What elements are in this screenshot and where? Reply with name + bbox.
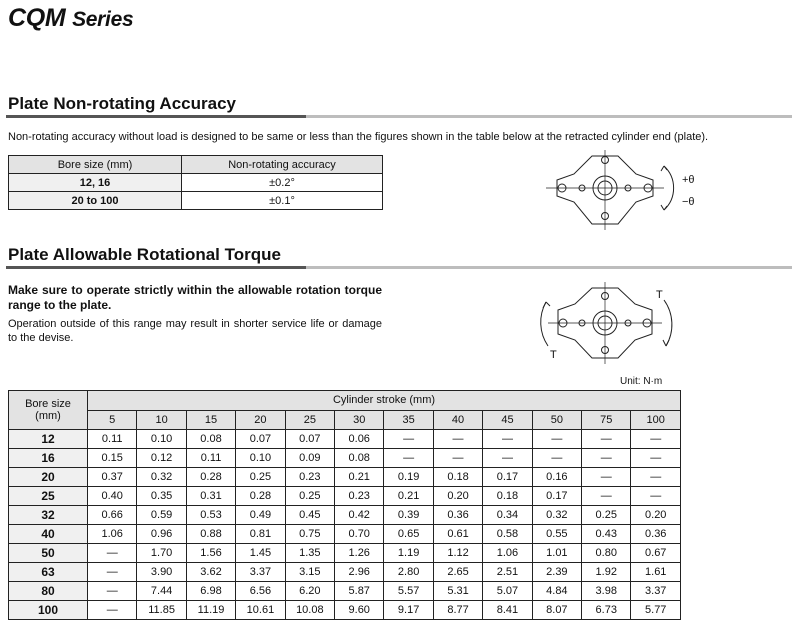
torque-cell: 0.21: [335, 468, 384, 487]
header-bore-size: Bore size (mm): [9, 156, 182, 174]
row-accuracy: ±0.2°: [182, 174, 383, 192]
torque-cell: 0.23: [335, 487, 384, 506]
torque-cell: 1.01: [532, 544, 581, 563]
stroke-header: 10: [137, 410, 186, 430]
table-row: [9, 192, 383, 210]
torque-cell: 0.31: [186, 487, 235, 506]
torque-cell: 1.92: [582, 563, 631, 582]
torque-cell: 1.56: [186, 544, 235, 563]
torque-cell: 0.35: [137, 487, 186, 506]
table-row: [9, 506, 681, 525]
stroke-header-row: [9, 410, 681, 430]
torque-cell: 0.15: [88, 449, 137, 468]
torque-cell: 5.57: [384, 582, 433, 601]
torque-cell: 0.28: [236, 487, 285, 506]
torque-cell: 0.07: [285, 430, 334, 449]
stroke-header: 50: [532, 410, 581, 430]
torque-cell: —: [631, 468, 681, 487]
torque-cell: 3.15: [285, 563, 334, 582]
torque-cell: 5.77: [631, 601, 681, 620]
torque-cell: 1.70: [137, 544, 186, 563]
plus-theta-label: +θ: [682, 174, 695, 186]
table-row: [9, 468, 681, 487]
torque-cell: 8.77: [433, 601, 482, 620]
torque-cell: 0.96: [137, 525, 186, 544]
torque-cell: 0.11: [186, 449, 235, 468]
torque-cell: —: [532, 430, 581, 449]
torque-cell: 0.08: [335, 449, 384, 468]
torque-cell: 0.25: [582, 506, 631, 525]
table-row: [9, 544, 681, 563]
torque-cell: 0.36: [631, 525, 681, 544]
stroke-header: 35: [384, 410, 433, 430]
torque-note: Operation outside of this range may result in shorter service life or damage to the devise.: [8, 318, 382, 344]
stroke-header: 15: [186, 410, 235, 430]
torque-cell: 0.65: [384, 525, 433, 544]
torque-cell: 11.85: [137, 601, 186, 620]
torque-cell: 0.40: [88, 487, 137, 506]
torque-cell: 6.98: [186, 582, 235, 601]
torque-cell: 11.19: [186, 601, 235, 620]
torque-cell: —: [384, 430, 433, 449]
torque-cell: 0.67: [631, 544, 681, 563]
torque-cell: 0.32: [532, 506, 581, 525]
torque-cell: 0.32: [137, 468, 186, 487]
torque-cell: 0.18: [433, 468, 482, 487]
row-bore: 63: [9, 563, 88, 582]
torque-cell: 3.90: [137, 563, 186, 582]
torque-cell: 0.81: [236, 525, 285, 544]
torque-cell: 0.10: [236, 449, 285, 468]
torque-cell: 0.61: [433, 525, 482, 544]
torque-cell: 0.09: [285, 449, 334, 468]
torque-cell: —: [88, 544, 137, 563]
plate-torque-diagram: [534, 280, 694, 368]
torque-cell: 10.61: [236, 601, 285, 620]
torque-cell: —: [631, 449, 681, 468]
torque-cell: 0.49: [236, 506, 285, 525]
torque-cell: 0.55: [532, 525, 581, 544]
torque-cell: 1.26: [335, 544, 384, 563]
torque-cell: 0.20: [631, 506, 681, 525]
torque-cell: 0.39: [384, 506, 433, 525]
torque-cell: 10.08: [285, 601, 334, 620]
plate-accuracy-diagram: [540, 148, 710, 232]
stroke-header: 40: [433, 410, 482, 430]
torque-arrow-left-icon: [541, 302, 548, 346]
row-bore: 32: [9, 506, 88, 525]
table-row: [9, 563, 681, 582]
stroke-header: 100: [631, 410, 681, 430]
torque-cell: 9.60: [335, 601, 384, 620]
torque-cell: 0.42: [335, 506, 384, 525]
torque-cell: 1.12: [433, 544, 482, 563]
torque-cell: 0.20: [433, 487, 482, 506]
torque-cell: 1.61: [631, 563, 681, 582]
row-bore: 16: [9, 449, 88, 468]
torque-cell: 3.37: [631, 582, 681, 601]
torque-cell: 0.59: [137, 506, 186, 525]
torque-cell: 0.37: [88, 468, 137, 487]
torque-cell: 5.07: [483, 582, 532, 601]
section-rule: [6, 266, 792, 269]
series-word: Series: [72, 8, 134, 31]
torque-cell: —: [433, 430, 482, 449]
torque-cell: 0.70: [335, 525, 384, 544]
torque-warning: Make sure to operate strictly within the allowable rotation torque range to the plate.: [8, 283, 382, 312]
row-bore: 20 to 100: [9, 192, 182, 210]
torque-cell: 2.65: [433, 563, 482, 582]
torque-arrow-right-icon: [664, 300, 672, 346]
torque-cell: 9.17: [384, 601, 433, 620]
torque-cell: 3.98: [582, 582, 631, 601]
torque-cell: —: [483, 430, 532, 449]
section-rule: [6, 115, 792, 118]
header-bore-line1: Bore size: [25, 398, 71, 410]
table-row: [9, 449, 681, 468]
torque-cell: 0.11: [88, 430, 137, 449]
torque-cell: 0.10: [137, 430, 186, 449]
row-accuracy: ±0.1°: [182, 192, 383, 210]
stroke-header: 25: [285, 410, 334, 430]
torque-cell: 4.84: [532, 582, 581, 601]
stroke-header: 5: [88, 410, 137, 430]
torque-cell: 6.73: [582, 601, 631, 620]
table-row: [9, 430, 681, 449]
torque-cell: 3.37: [236, 563, 285, 582]
torque-cell: —: [88, 601, 137, 620]
section-intro: Non-rotating accuracy without load is designed to be same or less than the figures shown in the table below at the retracted cylinder end (plate).: [8, 131, 709, 143]
torque-cell: 1.45: [236, 544, 285, 563]
torque-cell: —: [582, 468, 631, 487]
row-bore: 12: [9, 430, 88, 449]
torque-cell: 2.96: [335, 563, 384, 582]
torque-cell: —: [532, 449, 581, 468]
torque-cell: —: [384, 449, 433, 468]
torque-cell: —: [483, 449, 532, 468]
torque-cell: 5.87: [335, 582, 384, 601]
stroke-header: 75: [582, 410, 631, 430]
torque-cell: 1.35: [285, 544, 334, 563]
torque-cell: 0.58: [483, 525, 532, 544]
header-bore-size: [9, 391, 88, 430]
torque-cell: —: [631, 430, 681, 449]
torque-cell: 0.17: [483, 468, 532, 487]
torque-cell: 0.17: [532, 487, 581, 506]
torque-cell: —: [88, 582, 137, 601]
table-row: [9, 582, 681, 601]
row-bore: 100: [9, 601, 88, 620]
torque-cell: —: [582, 449, 631, 468]
torque-cell: 7.44: [137, 582, 186, 601]
torque-cell: 3.62: [186, 563, 235, 582]
stroke-header: 20: [236, 410, 285, 430]
torque-cell: 0.36: [433, 506, 482, 525]
torque-label-top: T: [656, 289, 663, 301]
row-bore: 80: [9, 582, 88, 601]
torque-cell: —: [88, 563, 137, 582]
torque-cell: 5.31: [433, 582, 482, 601]
torque-cell: 1.06: [88, 525, 137, 544]
torque-cell: 0.43: [582, 525, 631, 544]
torque-cell: —: [582, 487, 631, 506]
torque-cell: 1.06: [483, 544, 532, 563]
torque-cell: 0.80: [582, 544, 631, 563]
torque-cell: 0.53: [186, 506, 235, 525]
series-code: CQM: [8, 4, 66, 32]
torque-cell: 8.07: [532, 601, 581, 620]
torque-cell: 8.41: [483, 601, 532, 620]
table-row: [9, 601, 681, 620]
accuracy-table: [8, 155, 383, 210]
torque-cell: —: [582, 430, 631, 449]
torque-label-bottom: T: [550, 349, 557, 361]
torque-cell: 0.08: [186, 430, 235, 449]
torque-cell: 0.23: [285, 468, 334, 487]
header-cylinder-stroke: Cylinder stroke (mm): [88, 391, 681, 411]
series-title: [8, 4, 133, 33]
header-accuracy: Non-rotating accuracy: [182, 156, 383, 174]
row-bore: 12, 16: [9, 174, 182, 192]
torque-cell: 0.12: [137, 449, 186, 468]
torque-cell: 0.34: [483, 506, 532, 525]
row-bore: 25: [9, 487, 88, 506]
torque-cell: 0.25: [236, 468, 285, 487]
section-title-torque: Plate Allowable Rotational Torque: [8, 245, 281, 264]
row-bore: 20: [9, 468, 88, 487]
torque-cell: 0.18: [483, 487, 532, 506]
section-title-non-rotating: Plate Non-rotating Accuracy: [8, 94, 236, 113]
torque-cell: 2.39: [532, 563, 581, 582]
stroke-header: 45: [483, 410, 532, 430]
torque-cell: 2.80: [384, 563, 433, 582]
torque-cell: —: [631, 487, 681, 506]
torque-cell: 6.20: [285, 582, 334, 601]
torque-cell: 6.56: [236, 582, 285, 601]
minus-theta-label: −θ: [682, 196, 695, 208]
torque-cell: 0.16: [532, 468, 581, 487]
torque-cell: 0.66: [88, 506, 137, 525]
torque-cell: 0.25: [285, 487, 334, 506]
torque-cell: 2.51: [483, 563, 532, 582]
unit-label: Unit: N·m: [620, 376, 663, 387]
accuracy-table-header: [9, 156, 383, 174]
torque-cell: 1.19: [384, 544, 433, 563]
torque-cell: 0.06: [335, 430, 384, 449]
torque-cell: 0.28: [186, 468, 235, 487]
table-row: [9, 174, 383, 192]
torque-cell: 0.88: [186, 525, 235, 544]
row-bore: 50: [9, 544, 88, 563]
table-row: [9, 487, 681, 506]
torque-cell: 0.19: [384, 468, 433, 487]
row-bore: 40: [9, 525, 88, 544]
stroke-header: 30: [335, 410, 384, 430]
torque-cell: 0.07: [236, 430, 285, 449]
torque-cell: —: [433, 449, 482, 468]
torque-cell: 0.75: [285, 525, 334, 544]
torque-cell: 0.45: [285, 506, 334, 525]
torque-table-header-row: [9, 391, 681, 411]
torque-cell: 0.21: [384, 487, 433, 506]
header-bore-line2: (mm): [35, 410, 61, 422]
torque-table: [8, 390, 681, 620]
table-row: [9, 525, 681, 544]
